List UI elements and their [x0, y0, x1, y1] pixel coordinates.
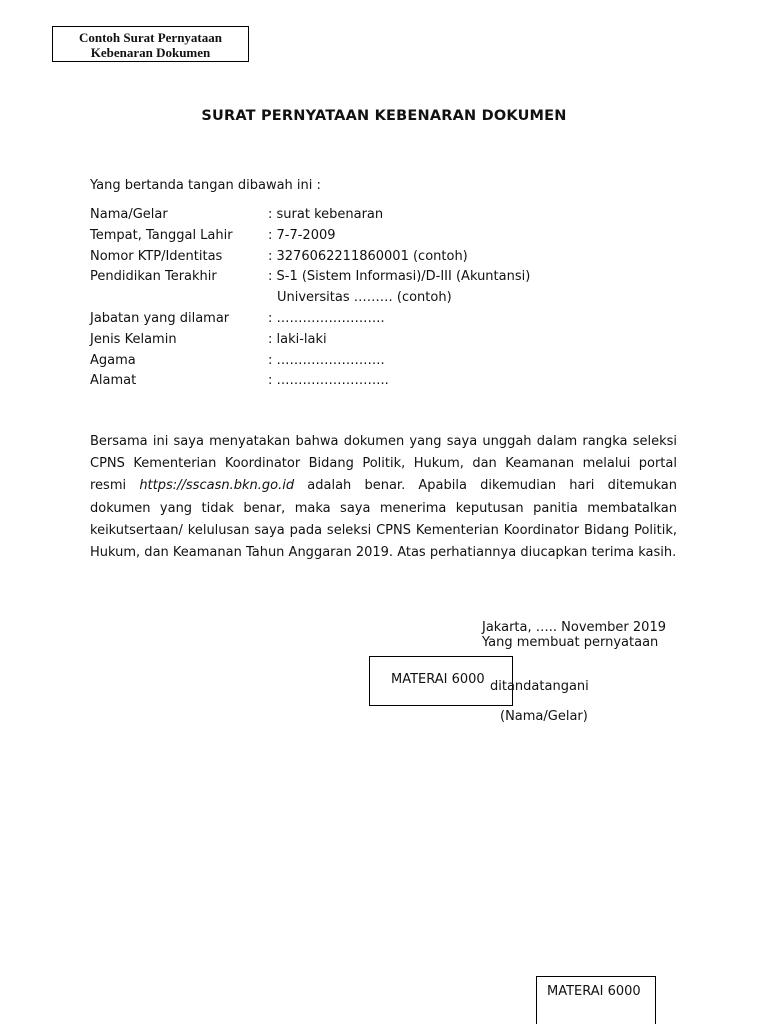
field-label: Tempat, Tanggal Lahir: [90, 227, 233, 243]
signed-text: ditandatangani: [490, 679, 589, 694]
stamp-box: MATERAI 6000: [369, 656, 513, 706]
field-label: Jabatan yang dilamar: [90, 310, 230, 326]
statement-paragraph: [90, 431, 677, 564]
field-value: : S-1 (Sistem Informasi)/D-III (Akuntansi): [268, 269, 531, 285]
field-value: : …………………….: [268, 352, 385, 368]
field-value: : …………………….: [268, 310, 385, 326]
header-label-box: [52, 26, 249, 62]
field-label: Jenis Kelamin: [90, 331, 177, 347]
field-label: Nomor KTP/Identitas: [90, 248, 223, 264]
portal-link[interactable]: https://sscasn.bkn.go.id: [139, 478, 295, 494]
field-value: Universitas ……… (contoh): [277, 290, 452, 306]
signatory-name: (Nama/Gelar): [500, 709, 588, 724]
header-label-line1: Contoh Surat Pernyataan: [78, 30, 222, 45]
signature-place-date: Jakarta, ….. November 2019: [482, 620, 666, 635]
field-label: Pendidikan Terakhir: [90, 269, 217, 285]
field-label: Nama/Gelar: [90, 207, 168, 222]
statement-text-1: Bersama ini saya menyatakan bahwa dokumen yang saya unggah dalam rangka seleksi CPNS Kementerian Koordinator Bidang Politik, Hukum, dan Keamanan melalui portal resmi: [90, 434, 677, 494]
header-label-line2: Kebenaran Dokumen: [90, 45, 211, 60]
field-value: : laki-laki: [268, 331, 327, 347]
intro-text: Yang bertanda tangan dibawah ini :: [90, 178, 321, 193]
field-label: Alamat: [90, 373, 137, 389]
field-value: : 3276062211860001 (contoh): [268, 248, 468, 264]
footer-stamp-box: MATERAI 6000: [536, 976, 656, 1024]
field-label: Agama: [90, 352, 136, 368]
document-title: SURAT PERNYATAAN KEBENARAN DOKUMEN: [201, 108, 567, 124]
signature-role: Yang membuat pernyataan: [482, 635, 659, 650]
field-value: : ……………………..: [268, 373, 389, 389]
statement-text-2: adalah benar. Apabila dikemudian hari ditemukan dokumen yang tidak benar, maka saya menerima keputusan panitia membatalkan keikutsertaan/ kelulusan saya pada seleksi CPNS Kementerian Koordinator Bidang Politik, Hukum, dan Keamanan Tahun Anggaran 2019. Atas perhatiannya diucapkan terima kasih.: [90, 478, 677, 561]
field-value: : 7-7-2009: [268, 227, 336, 243]
field-value: : surat kebenaran: [268, 207, 384, 222]
